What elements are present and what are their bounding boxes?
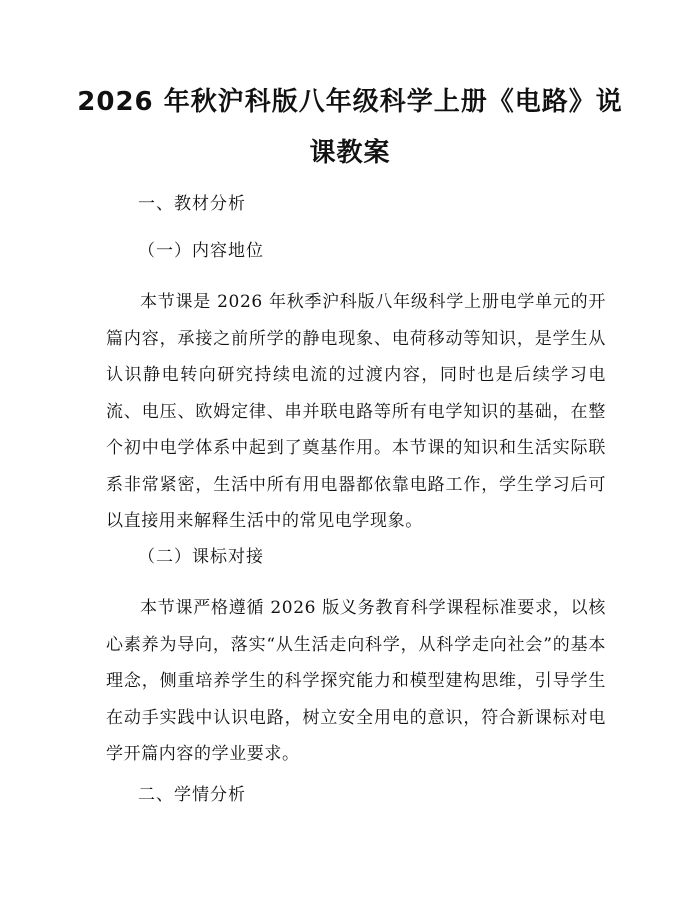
paragraph-curriculum-alignment: 本节课严格遵循 2026 版义务教育科学课程标准要求，以核心素养为导向，落实“从生活走向科学，从科学走向社会”的基本理念，侧重培养学生的科学探究能力和模型建构思维，引导学生在动手实践中认识电路，树立安全用电的意识，符合新课标对电学开篇内容的学业要求。 <box>106 598 606 764</box>
paragraph-content-position: 本节课是 2026 年秋季沪科版八年级科学上册电学单元的开篇内容，承接之前所学的静电现象、电荷移动等知识，是学生从认识静电转向研究持续电流的过渡内容，同时也是后续学习电流、电压、欧姆定律、串并联电路等所有电学知识的基础，在整个初中电学体系中起到了奠基作用。本节课的知识和生活实际联系非常紧密，生活中所有用电器都依靠电路工作，学生学习后可以直接用来解释生活中的常见电学现象。 <box>106 292 606 531</box>
section-heading-student-analysis: 二、学情分析 <box>138 785 246 805</box>
document-title-line-1: 2026 年秋沪科版八年级科学上册《电路》说 <box>77 87 623 117</box>
subsection-heading-content-position: （一）内容地位 <box>138 241 264 261</box>
subsection-heading-curriculum-alignment: （二）课标对接 <box>138 547 264 567</box>
section-heading-textbook-analysis: 一、教材分析 <box>138 194 246 214</box>
document-title-line-2: 课教案 <box>309 138 391 168</box>
